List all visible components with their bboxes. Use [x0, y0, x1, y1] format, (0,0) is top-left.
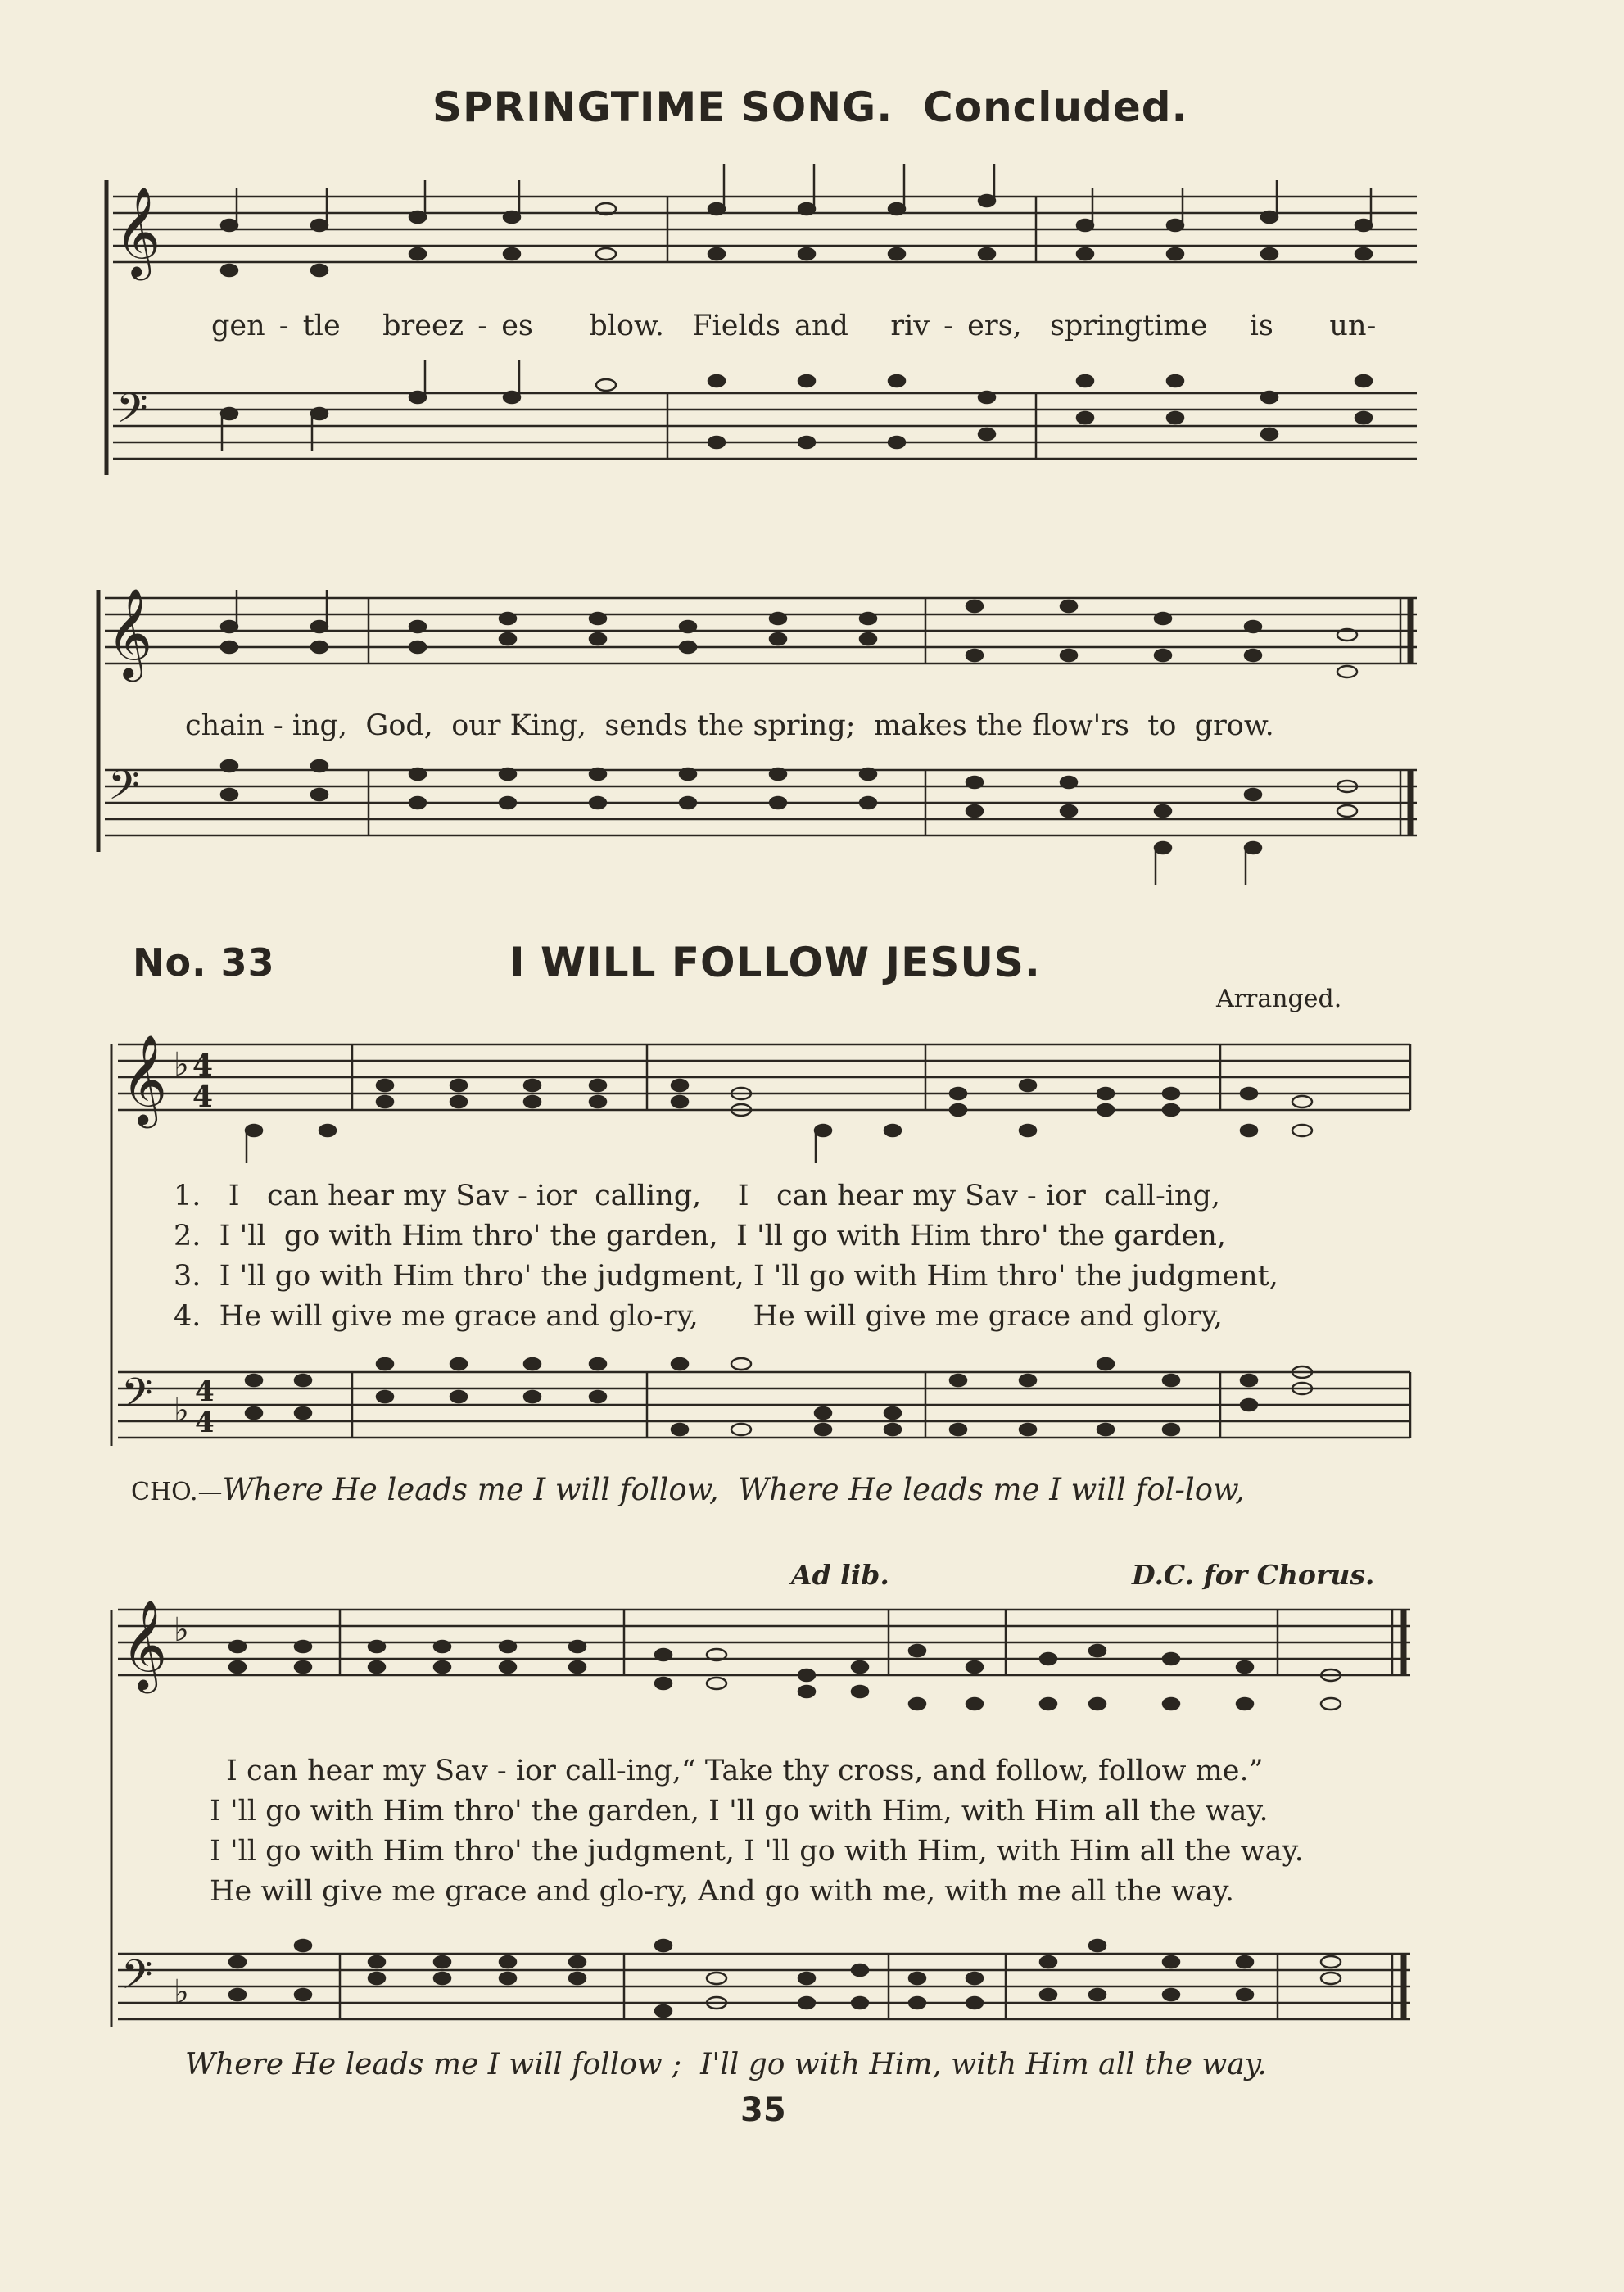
verse-3-cont-line: I 'll go with Him thro' the judgment, I 'll go with Him, with Him all the way.: [210, 1835, 1304, 1868]
svg-text:𝄞: 𝄞: [121, 1035, 168, 1125]
svg-text:♭: ♭: [174, 1392, 189, 1429]
lyric-word: riv - ers,: [890, 310, 1022, 342]
svg-text:♭: ♭: [174, 1973, 189, 2011]
svg-text:𝄢: 𝄢: [121, 1951, 153, 2009]
verse-4-line: [174, 1300, 1223, 1333]
svg-text:𝄢: 𝄢: [121, 1370, 153, 1427]
verse-4-cont-line: He will give me grace and glo-ry, And go with me, with me all the way.: [210, 1875, 1235, 1908]
chorus-line-b: Where He leads me I will follow ; I'll go with Him, with Him all the way.: [185, 2048, 1267, 2081]
svg-text:♭: ♭: [174, 1046, 189, 1084]
verse-number: 4.: [174, 1300, 201, 1333]
lyric-word: to: [1147, 709, 1177, 742]
verse-number: 2.: [174, 1220, 201, 1252]
chorus-label: CHO.—: [131, 1478, 223, 1506]
chorus-line-a: [131, 1472, 1245, 1507]
svg-text:𝄢: 𝄢: [116, 385, 148, 442]
song-title-main: SPRINGTIME SONG.: [432, 84, 893, 131]
song-title-sub: Concluded.: [923, 84, 1188, 131]
lyric-word: un-: [1329, 310, 1377, 342]
chorus-text: Where He leads me I will follow, Where He leads me I will fol-low,: [222, 1472, 1246, 1507]
lyric-word: grow.: [1194, 709, 1274, 742]
verse-text: I 'll go with Him thro' the judgment, I 'll go with Him thro' the judgment,: [219, 1260, 1278, 1293]
springtime-lyric-line-1: [211, 310, 1376, 342]
svg-text:𝄞: 𝄞: [115, 187, 161, 277]
verse-1-line: [174, 1180, 1220, 1212]
svg-text:𝄞: 𝄞: [121, 1600, 168, 1690]
springtime-lyric-line-2: [185, 709, 1274, 742]
verse-2-line: [174, 1220, 1226, 1252]
verse-3-line: [174, 1260, 1278, 1293]
lyric-word: breez - es: [382, 310, 533, 342]
lyric-word: Fields and: [692, 310, 848, 342]
svg-text:𝄢: 𝄢: [108, 762, 140, 819]
verse-text: I can hear my Sav - ior calling, I can hear my Sav - ior call-ing,: [228, 1180, 1221, 1212]
svg-text:4: 4: [195, 1406, 215, 1439]
hymn-number: No. 33: [133, 940, 275, 985]
svg-text:4: 4: [195, 1375, 215, 1408]
lyric-word: springtime: [1049, 310, 1208, 342]
verse-1-cont-line: I can hear my Sav - ior call-ing,“ Take thy cross, and follow, follow me.”: [226, 1755, 1264, 1787]
lyric-word: blow.: [589, 310, 664, 342]
verse-2-cont-line: I 'll go with Him thro' the garden, I 'll go with Him, with Him all the way.: [210, 1795, 1269, 1828]
lyric-word: gen - tle: [211, 310, 341, 342]
page-number: 35: [740, 2091, 786, 2129]
verse-number: 1.: [174, 1180, 201, 1212]
lyric-word: God,: [365, 709, 433, 742]
lyric-word: our King,: [451, 709, 587, 742]
svg-text:4: 4: [192, 1080, 214, 1114]
lyric-word: makes the flow'rs: [873, 709, 1129, 742]
dc-marking: D.C. for Chorus.: [1132, 1559, 1375, 1591]
svg-text:♭: ♭: [174, 1611, 189, 1649]
verse-text: He will give me grace and glo-ry, He will give me grace and glory,: [219, 1300, 1223, 1333]
verse-number: 3.: [174, 1260, 201, 1293]
verse-text: I 'll go with Him thro' the garden, I 'll go with Him thro' the garden,: [219, 1220, 1227, 1252]
lyric-word: chain - ing,: [185, 709, 348, 742]
arranger-credit: Arranged.: [1216, 985, 1342, 1013]
song-title: [432, 84, 1188, 131]
svg-text:4: 4: [192, 1049, 214, 1083]
svg-text:𝄞: 𝄞: [106, 588, 153, 678]
ad-lib-marking: Ad lib.: [791, 1559, 889, 1591]
lyric-word: sends the spring;: [604, 709, 856, 742]
lyric-word: is: [1249, 310, 1273, 342]
hymn-title: I WILL FOLLOW JESUS.: [509, 939, 1041, 986]
